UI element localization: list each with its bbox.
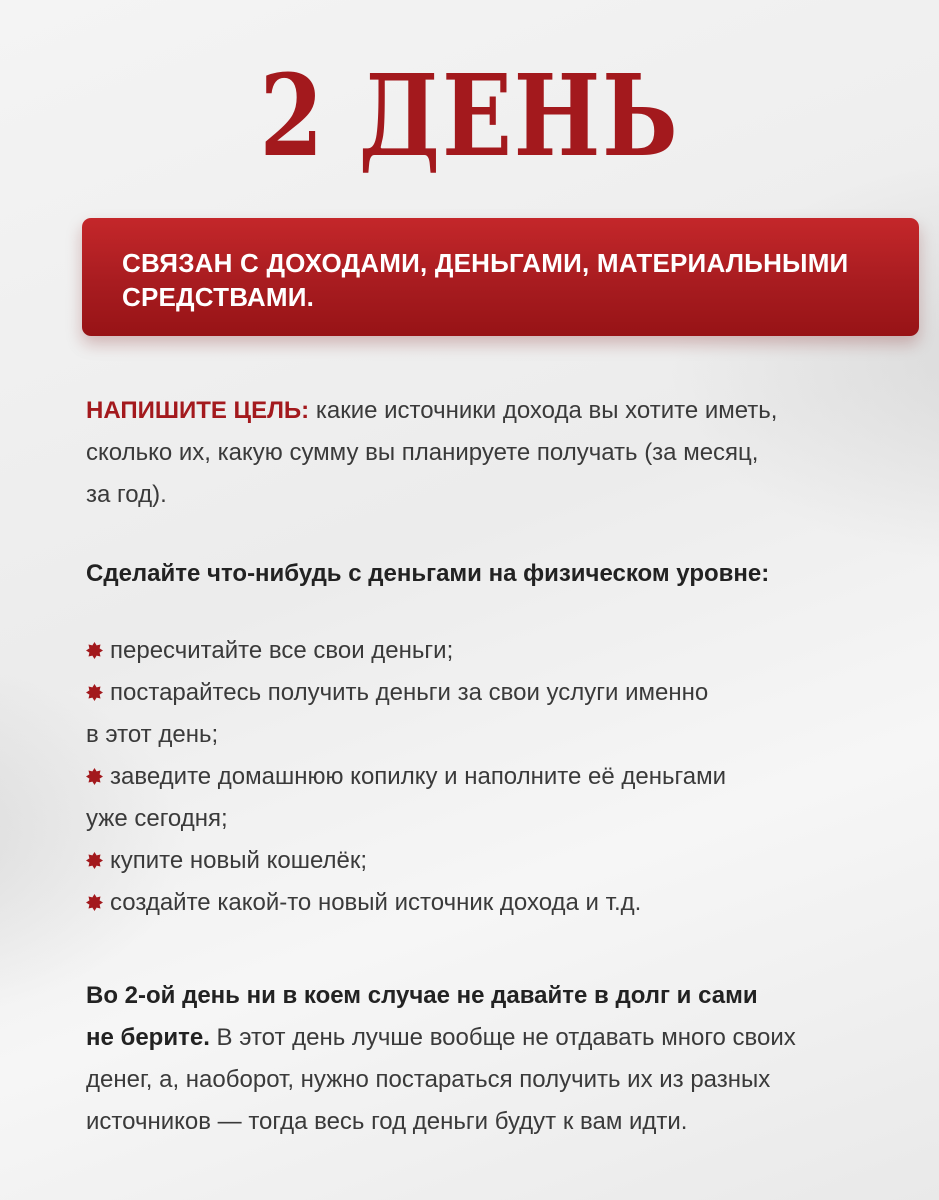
list-item-continuation: уже сегодня; <box>86 805 228 832</box>
list-item: постарайтесь получить деньги за свои услуги именно <box>86 672 886 714</box>
red-flower-bullet-icon <box>86 894 103 911</box>
final-bold-line-1: Во 2-ой день ни в коем случае не давайте в долг и сами <box>86 982 758 1009</box>
topic-banner <box>82 218 919 336</box>
red-flower-bullet-icon <box>86 852 103 869</box>
red-flower-bullet-icon <box>86 684 103 701</box>
list-item: пересчитайте все свои деньги; <box>86 630 886 672</box>
final-text-2: В этот день лучше вообще не отдавать много своих <box>209 1024 796 1051</box>
list-item: создайте какой-то новый источник дохода и т.д. <box>86 882 886 924</box>
page-title: 2 ДЕНЬ <box>259 51 680 182</box>
final-line-2 <box>86 1017 906 1059</box>
final-line-4: источников — тогда весь год деньги будут к вам идти. <box>86 1108 688 1135</box>
banner-text <box>122 246 905 314</box>
physical-heading: Сделайте что-нибудь с деньгами на физическом уровне: <box>86 560 770 587</box>
goal-paragraph <box>86 390 906 516</box>
list-item: заведите домашнюю копилку и наполните её деньгами <box>86 756 886 798</box>
action-list <box>86 630 886 924</box>
goal-text-1: какие источники дохода вы хотите иметь, <box>309 397 778 424</box>
final-bold-line-2: не берите. <box>86 1024 210 1051</box>
goal-label: НАПИШИТЕ ЦЕЛЬ: <box>86 397 310 424</box>
final-paragraph <box>86 975 906 1143</box>
goal-line-3: за год). <box>86 481 167 508</box>
final-line-3: денег, а, наоборот, нужно постараться получить их из разных <box>86 1066 771 1093</box>
banner-line-2: СРЕДСТВАМИ. <box>122 282 315 312</box>
list-item: купите новый кошелёк; <box>86 840 886 882</box>
red-flower-bullet-icon <box>86 642 103 659</box>
goal-line-1 <box>86 390 906 432</box>
goal-line-2: сколько их, какую сумму вы планируете получать (за месяц, <box>86 439 759 466</box>
red-flower-bullet-icon <box>86 768 103 785</box>
list-item-continuation: в этот день; <box>86 721 219 748</box>
banner-line-1: СВЯЗАН С ДОХОДАМИ, ДЕНЬГАМИ, МАТЕРИАЛЬНЫМИ <box>122 248 849 278</box>
